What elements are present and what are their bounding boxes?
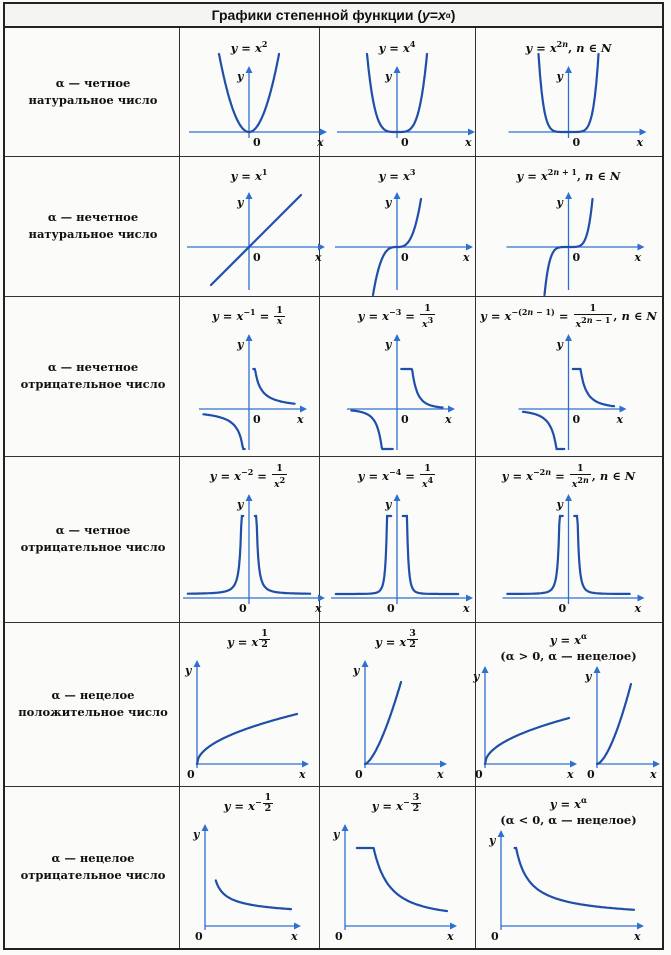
function-graph [475, 830, 662, 944]
function-graph [179, 194, 322, 292]
origin-label: 0 [187, 768, 195, 781]
origin-label: 0 [587, 768, 595, 781]
y-axis-arrow [594, 666, 601, 673]
y-axis-label: y [556, 196, 563, 209]
origin-label: 0 [239, 602, 247, 615]
graphs-table [3, 26, 664, 950]
y-axis-label: y [237, 498, 244, 511]
x-axis-arrow [466, 595, 473, 602]
row-label [7, 850, 179, 884]
function-graph [179, 660, 319, 782]
x-axis-label: x [463, 602, 470, 615]
row-label-line: натуральное число [28, 227, 158, 241]
cell-formula: $y = x^{-2}$ = $\frac{1}{x^2}$ [209, 462, 286, 490]
y-axis-arrow [565, 192, 572, 199]
curve-alpha-greater-than-one [597, 684, 631, 764]
row-divider [5, 456, 662, 457]
x-axis-label: x [297, 413, 304, 426]
x-axis-arrow [638, 595, 645, 602]
curve [515, 848, 634, 910]
x-axis-label: x [634, 602, 642, 615]
curve [197, 714, 297, 764]
function-graph [319, 824, 475, 944]
row-label [7, 209, 179, 243]
y-axis-label: y [237, 338, 244, 351]
x-axis-label: x [291, 930, 298, 943]
curve-left-branch [351, 411, 392, 450]
y-axis-label: y [385, 498, 392, 511]
function-graph [475, 666, 662, 782]
y-axis-arrow [565, 494, 572, 501]
function-graph [319, 660, 475, 782]
row-label-line: положительное число [18, 705, 168, 719]
x-axis-label: x [634, 930, 641, 943]
x-axis-label: x [315, 602, 322, 615]
cell-formula: $y = x^\alpha$ (α > 0, α — нецелое) [500, 631, 637, 663]
row-label-line: α — нецелое [51, 688, 135, 702]
y-axis-label: y [585, 670, 592, 683]
cell-formula: $y = x^2$ [230, 39, 268, 55]
curve [357, 848, 447, 911]
origin-label: 0 [475, 768, 483, 781]
y-axis-arrow [394, 192, 401, 199]
function-graph [319, 66, 475, 152]
y-axis-label: y [353, 664, 360, 677]
curve-left-branch [203, 414, 244, 449]
curve [211, 195, 301, 285]
y-axis-label: y [489, 834, 496, 847]
cell-formula: $y = x^{-2n}$ = $\frac{1}{x^{2n}}$ , n ∈ N [501, 462, 636, 490]
curve-left-branch [507, 516, 562, 594]
x-axis-arrow [302, 761, 309, 768]
cell-formula: $y = x^{- \frac{3}{2}}$ [371, 791, 420, 814]
row-label-line: отрицательное число [20, 868, 166, 882]
cell-formula: y = x $^{\frac{3}{2}}$ [375, 627, 416, 650]
y-axis-arrow [342, 824, 349, 831]
y-axis-arrow [565, 66, 572, 73]
cell-formula: $y = x^{-(2n - 1)}$ = $\frac{1}{x^{2n - 1}}$ , n ∈ N [480, 302, 657, 330]
y-axis-label: y [333, 828, 340, 841]
row-label-line: α — нечетное [47, 360, 139, 374]
x-axis-arrow [300, 406, 307, 413]
cell-formula: $y = x^4$ [378, 39, 416, 55]
origin-label: 0 [572, 413, 581, 426]
origin-label: 0 [558, 602, 567, 615]
x-axis-arrow [448, 406, 455, 413]
curve-right-branch [574, 516, 629, 594]
cell-formula: $y = x^{-4}$ = $\frac{1}{x^4}$ [357, 462, 434, 490]
origin-label: 0 [491, 930, 499, 943]
origin-label: 0 [401, 251, 409, 264]
x-axis-arrow [466, 244, 473, 251]
y-axis-arrow [394, 334, 401, 341]
x-axis-arrow [637, 923, 644, 930]
x-axis-label: x [437, 768, 444, 781]
cell-formula: $y = x^1$ [230, 167, 268, 183]
x-axis-arrow [450, 923, 457, 930]
y-axis-arrow [246, 192, 253, 199]
y-axis-arrow [394, 494, 401, 501]
curve-left-branch [336, 516, 391, 594]
origin-label: 0 [572, 251, 581, 264]
curve-alpha-less-than-one [485, 718, 569, 764]
row-label-line: α — четное [55, 523, 131, 537]
origin-label: 0 [195, 930, 203, 943]
y-axis-arrow [246, 66, 253, 73]
function-graph [475, 494, 662, 618]
x-axis-arrow [440, 761, 447, 768]
table-title: Графики степенной функции ( y = x α ) [3, 2, 664, 26]
y-axis-label: y [193, 828, 200, 841]
row-label-line: натуральное число [28, 93, 158, 107]
row-divider [5, 296, 662, 297]
x-axis-arrow [620, 406, 627, 413]
curve-right-branch [401, 369, 442, 408]
function-graph [179, 494, 322, 618]
x-axis-label: x [317, 136, 324, 149]
row-label [7, 75, 179, 109]
function-graph [319, 194, 475, 292]
y-axis-label: y [385, 338, 392, 351]
y-axis-label: y [385, 70, 392, 83]
y-axis-label: y [556, 338, 563, 351]
x-axis-label: x [634, 251, 642, 264]
origin-label: 0 [253, 136, 261, 149]
row-label-line: α — нецелое [51, 851, 135, 865]
function-graph [179, 824, 319, 944]
function-graph [179, 66, 324, 152]
x-axis-label: x [445, 413, 452, 426]
curve-left-branch [523, 412, 564, 449]
x-axis-arrow [640, 129, 647, 136]
row-label-line: отрицательное число [20, 540, 166, 554]
curve [216, 880, 291, 909]
x-axis-label: x [447, 930, 454, 943]
y-axis-label: y [237, 196, 244, 209]
y-axis-arrow [394, 66, 401, 73]
curve-left-branch [188, 516, 243, 594]
cell-formula: y = x $^{\frac{1}{2}}$ [227, 627, 268, 650]
row-label [7, 687, 179, 721]
function-graph [319, 494, 475, 618]
y-axis-label: y [556, 498, 563, 511]
curve-right-branch [253, 369, 294, 404]
origin-label: 0 [335, 930, 343, 943]
cell-formula: $y = x^3$ [378, 167, 416, 183]
x-axis-arrow [570, 761, 577, 768]
y-axis-arrow [246, 334, 253, 341]
x-axis-arrow [638, 244, 645, 251]
y-axis-arrow [565, 334, 572, 341]
x-axis-label: x [465, 136, 472, 149]
y-axis-label: y [185, 664, 192, 677]
x-axis-label: x [567, 768, 574, 781]
cell-formula: $y = x^{2n}$, n ∈ N [525, 39, 612, 55]
row-label [7, 522, 179, 556]
function-graph [319, 334, 475, 452]
origin-label: 0 [401, 413, 409, 426]
y-axis-arrow [498, 830, 505, 837]
cell-formula: $y = x^{2n + 1}$, n ∈ N [516, 167, 621, 183]
x-axis-label: x [636, 136, 644, 149]
curve [365, 682, 401, 764]
cell-formula: $y = x^{- \frac{1}{2}}$ [223, 791, 272, 814]
y-axis-arrow [246, 494, 253, 501]
curve-right-branch [573, 369, 614, 406]
x-axis-label: x [315, 251, 322, 264]
x-axis-label: x [299, 768, 306, 781]
y-axis-arrow [482, 666, 489, 673]
row-divider [5, 156, 662, 157]
y-axis-label: y [473, 670, 480, 683]
origin-label: 0 [253, 251, 261, 264]
y-axis-label: y [385, 196, 392, 209]
x-axis-arrow [294, 923, 301, 930]
row-label [7, 359, 179, 393]
row-divider [5, 786, 662, 787]
curve-right-branch [255, 516, 310, 594]
row-label-line: отрицательное число [20, 377, 166, 391]
origin-label: 0 [387, 602, 395, 615]
curve-right-branch [403, 516, 458, 594]
function-graph [475, 194, 662, 292]
row-divider [5, 622, 662, 623]
y-axis-label: y [556, 70, 563, 83]
cell-formula: $y = x^{-1}$ = $\frac{1}{x}$ [212, 305, 283, 328]
function-graph [179, 334, 319, 452]
y-axis-arrow [194, 660, 201, 667]
function-graph [475, 66, 662, 152]
origin-label: 0 [253, 413, 261, 426]
row-label-line: α — нечетное [47, 210, 139, 224]
cell-formula: $y = x^\alpha$ (α < 0, α — нецелое) [500, 795, 637, 827]
y-axis-label: y [237, 70, 244, 83]
row-label-line: α — четное [55, 76, 131, 90]
y-axis-arrow [202, 824, 209, 831]
x-axis-label: x [616, 413, 624, 426]
function-graph [475, 334, 662, 452]
origin-label: 0 [572, 136, 581, 149]
origin-label: 0 [401, 136, 409, 149]
x-axis-label: x [463, 251, 470, 264]
cell-formula: $y = x^{-3}$ = $\frac{1}{x^3}$ [357, 302, 434, 330]
x-axis-arrow [468, 129, 475, 136]
origin-label: 0 [355, 768, 363, 781]
y-axis-arrow [362, 660, 369, 667]
x-axis-arrow [653, 761, 660, 768]
x-axis-label: x [650, 768, 657, 781]
